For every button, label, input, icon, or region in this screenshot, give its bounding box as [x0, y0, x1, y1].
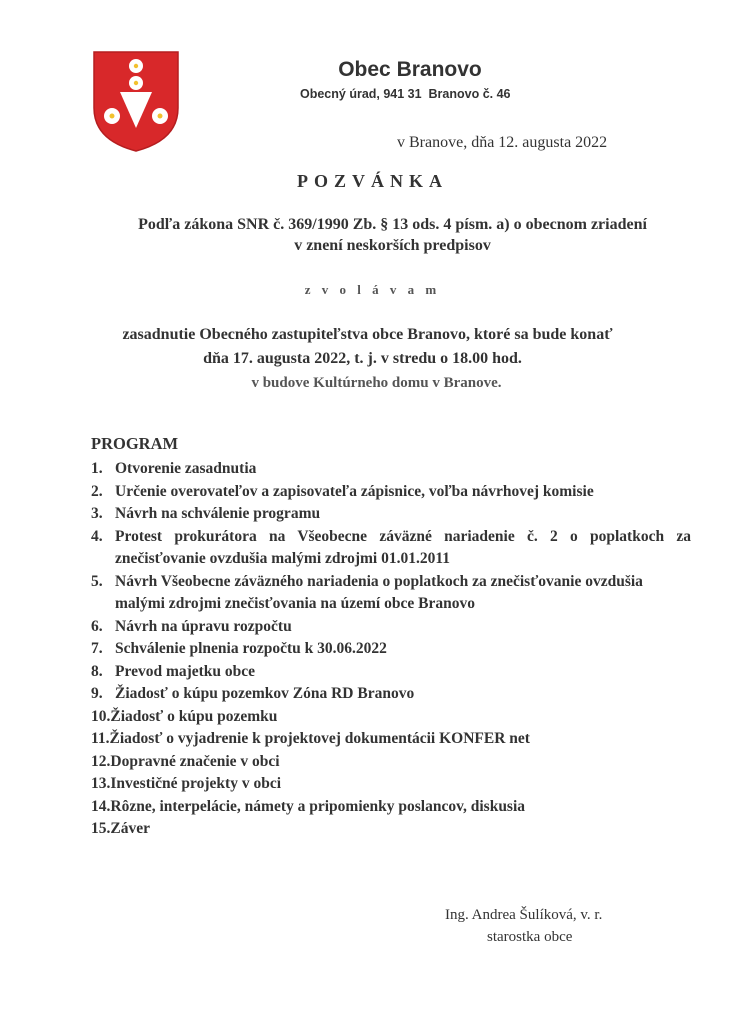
signature-block [445, 904, 645, 948]
meeting-details [0, 323, 745, 395]
item-number: 7. [91, 640, 103, 657]
list-item [91, 638, 691, 661]
list-item [91, 503, 691, 526]
item-text: Žiadosť o kúpu pozemku [110, 707, 278, 725]
meeting-line-3: v budove Kultúrneho domu v Branove. [251, 375, 502, 391]
item-number: 13. [91, 775, 111, 792]
signatory-role: starostka obce [487, 929, 573, 945]
item-text: Investičné projekty v obci [110, 775, 282, 792]
crest-icon [92, 50, 180, 153]
item-text: Žiadosť o vyjadrenie k projektovej dokumentácii KONFER net [109, 730, 530, 747]
municipality-address: Obecný úrad, 941 31 Branovo č. 46 [300, 87, 511, 101]
item-text: Rôzne, interpelácie, námety a pripomienky poslancov, diskusia [110, 797, 526, 815]
item-number: 15. [91, 820, 111, 837]
municipality-name: Obec Branovo [338, 58, 482, 81]
item-text: Návrh na schválenie programu [115, 505, 321, 522]
item-number: 5. [91, 572, 103, 590]
item-number: 6. [91, 617, 103, 635]
list-item [91, 706, 691, 729]
list-item [91, 616, 691, 639]
item-text: Záver [110, 820, 150, 837]
list-item [91, 728, 691, 751]
legal-basis-line-2: v znení neskorších predpisov [294, 237, 491, 254]
item-text: Prevod majetku obce [115, 662, 256, 680]
item-text: Návrh na úpravu rozpočtu [115, 617, 292, 635]
date-line: v Branove, dňa 12. augusta 2022 [397, 134, 608, 151]
item-number: 8. [91, 662, 103, 680]
item-number: 10. [91, 707, 111, 725]
item-text: Návrh Všeobecne záväzného nariadenia o poplatkoch za znečisťovanie ovzdušia malými zdrojmi znečisťovania na území obce Branovo [115, 572, 643, 612]
document-heading: POZVÁNKA [297, 171, 448, 191]
item-number: 3. [91, 505, 103, 522]
item-text: Schválenie plnenia rozpočtu k 30.06.2022 [115, 640, 387, 657]
list-item [91, 773, 691, 796]
item-text: Protest prokurátora na Všeobecne záväzné nariadenie č. 2 o poplatkoch za znečisťovanie ovzdušia malými zdrojmi 01.01.2011 [115, 527, 691, 567]
item-number: 1. [91, 460, 103, 477]
item-number: 11. [91, 730, 110, 747]
list-item [91, 661, 691, 684]
item-text: Žiadosť o kúpu pozemkov Zóna RD Branovo [115, 685, 415, 702]
item-number: 2. [91, 482, 103, 500]
program-list [91, 458, 691, 841]
item-number: 12. [91, 752, 111, 770]
signatory-name: Ing. Andrea Šulíková, v. r. [445, 907, 603, 923]
list-item [91, 526, 691, 571]
item-number: 4. [91, 527, 103, 545]
list-item [91, 683, 691, 706]
item-text: Určenie overovateľov a zapisovateľa zápisnice, voľba návrhovej komisie [115, 482, 594, 500]
item-number: 14. [91, 797, 111, 815]
list-item [91, 458, 691, 481]
item-text: Dopravné značenie v obci [110, 752, 280, 770]
list-item [91, 481, 691, 504]
list-item [91, 818, 691, 841]
list-item [91, 751, 691, 774]
legal-basis-line-1: Podľa zákona SNR č. 369/1990 Zb. § 13 ods. 4 písm. a) o obecnom zriadení [138, 216, 647, 233]
meeting-line-1: zasadnutie Obecného zastupiteľstva obce Branovo, ktoré sa bude konať [122, 326, 613, 343]
list-item [91, 571, 691, 616]
meeting-line-2: dňa 17. augusta 2022, t. j. v stredu o 18.00 hod. [203, 350, 522, 367]
item-text: Otvorenie zasadnutia [115, 460, 257, 477]
program-title: PROGRAM [91, 434, 179, 453]
item-number: 9. [91, 685, 103, 702]
list-item [91, 796, 691, 819]
legal-basis [0, 214, 745, 256]
convening-word: z v o l á v a m [304, 282, 441, 297]
